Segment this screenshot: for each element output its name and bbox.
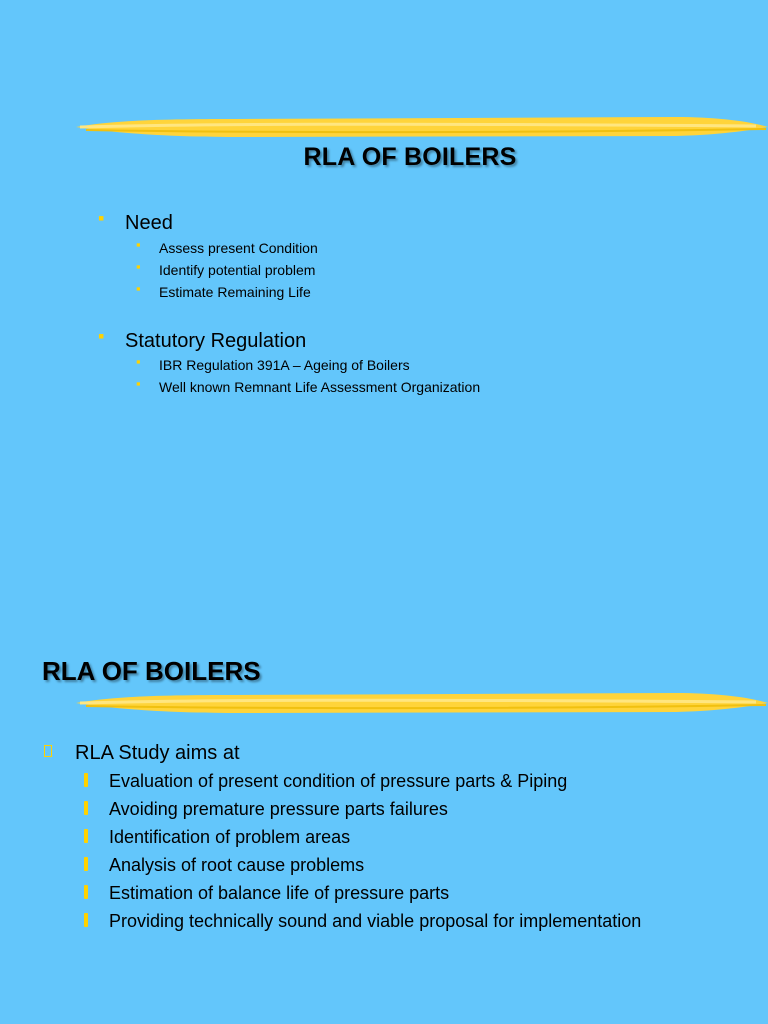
bullet-bar-icon: [84, 885, 88, 899]
bullet-bar-icon: [84, 829, 88, 843]
bullet-bar-icon: [84, 913, 88, 927]
bullet-square-icon: ▪: [98, 208, 105, 228]
bullet-square-icon: ▪: [136, 281, 141, 296]
bullet-bar-icon: [84, 857, 88, 871]
slide-title: RLA OF BOILERS: [42, 656, 261, 686]
bullet-bar-icon: [84, 801, 88, 815]
bullet-square-icon: ▪: [136, 354, 141, 369]
slide-2: RLA OF BOILERS RLA Study aims at Evaluation of present condition of pressure parts & Piping Avoiding premature pressure parts failures Identification of problem areas Analysis of root cause problems Estimation of balance life of pressure parts Providing technically sound and viable proposal for implementation: [0, 512, 768, 1024]
bullet-square-icon: ▪: [136, 259, 141, 274]
bullet-square-icon: ▪: [98, 326, 105, 346]
highlighter-stroke: [76, 111, 768, 141]
bullet-bar-icon: [84, 773, 88, 787]
bullet-box-icon: [44, 745, 52, 757]
slide-1: RLA OF BOILERS ▪ Need ▪ Assess present Condition ▪ Identify potential problem ▪ Estimate Remaining Life ▪ Statutory Regulation ▪ IBR Regulation 391A – Ageing of Boilers ▪ Well known Remnant Life Assessment Organization: [0, 0, 768, 512]
bullet-square-icon: ▪: [136, 376, 141, 391]
bullet-square-icon: ▪: [136, 237, 141, 252]
highlighter-stroke: [76, 687, 768, 717]
slide-title: RLA OF BOILERS: [303, 143, 517, 171]
